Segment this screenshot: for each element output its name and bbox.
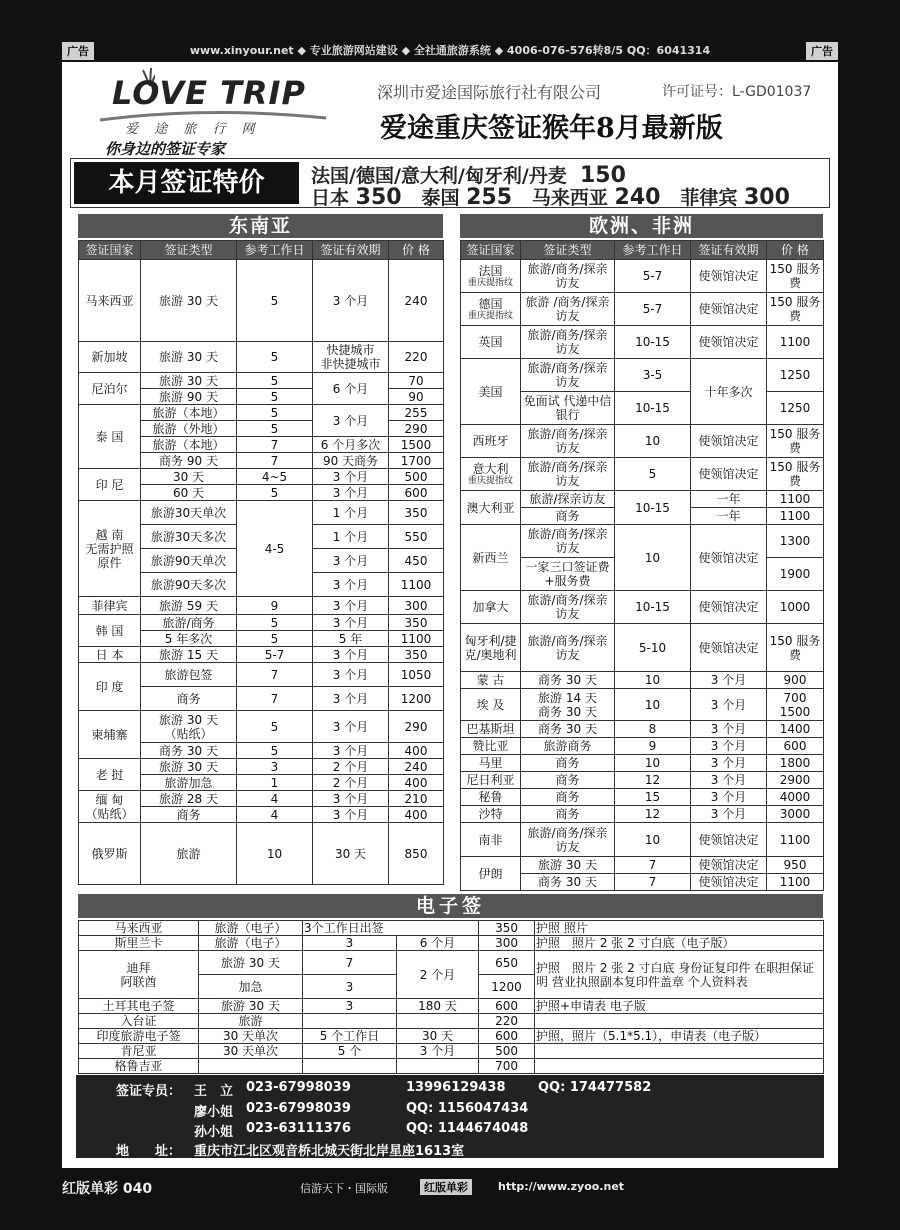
special-offer <box>70 158 830 208</box>
logo-slogan: 你身边的签证专家 <box>105 140 226 158</box>
table-row: 旅游30天多次 1 个月 550 <box>79 525 444 549</box>
contact-tel-1: 023-67998039 <box>246 1080 351 1095</box>
address-label: 地 址： <box>116 1144 182 1159</box>
table-row: 马来西亚 旅游 30 天 5 3 个月 240 <box>79 260 444 342</box>
table-row: 迪拜 阿联酋 旅游 30 天 7 2 个月 650 护照 照片 2 张 2 寸白底 身份证复印件 在职担保证明 营业执照副本复印件盖章 个人资料表 <box>79 951 824 975</box>
contact-qq-2: QQ: 1156047434 <box>406 1101 529 1116</box>
table-row: 埃 及 旅游 14 天 商务 30 天 10 3 个月 700 1500 <box>461 689 824 721</box>
table-row: 尼泊尔 旅游 30 天 5 6 个月 70 <box>79 373 444 389</box>
table-row: 赞比亚 旅游商务 9 3 个月 600 <box>461 738 824 755</box>
table-row: 5 年多次 5 5 年 1100 <box>79 631 444 647</box>
table-row: 伊朗 旅游 30 天 7 使领馆决定 950 <box>461 857 824 874</box>
table-row: 日 本 旅游 15 天 5-7 3 个月 350 <box>79 647 444 663</box>
table-row: 秘鲁 商务 15 3 个月 4000 <box>461 789 824 806</box>
section-title-sea: 东南亚 <box>78 214 443 238</box>
table-row: 商务 7 3 个月 1200 <box>79 687 444 711</box>
table-row: 马来西亚 旅游（电子） 3个工作日出签 350 护照 照片 <box>79 921 824 936</box>
table-row: 澳大利亚 旅游/探亲访友 10-15 一年 1100 <box>461 491 824 508</box>
table-row: 美国 旅游/商务/探亲访友 3-5 十年多次 1250 <box>461 359 824 392</box>
table-row: 法国 重庆提指纹 旅游/商务/探亲访友 5-7 使领馆决定 150 服务费 <box>461 260 824 293</box>
table-row: 旅游90天单次 3 个月 450 <box>79 549 444 573</box>
contact-qq-3: QQ: 1144674048 <box>406 1121 529 1136</box>
contact-mobile-1: 13996129438 <box>406 1080 506 1095</box>
top-banner <box>0 0 900 60</box>
table-row: 老 挝 旅游 30 天 3 2 个月 240 <box>79 759 444 775</box>
table-row: 新加坡 旅游 30 天 5 快捷城市 非快捷城市 220 <box>79 342 444 373</box>
table-row: 商务 4 3 个月 400 <box>79 807 444 823</box>
special-line2: 日本 350 泰国 255 马来西亚 240 菲律宾 300 <box>311 185 790 210</box>
special-label: 本月签证特价 <box>74 162 299 204</box>
table-row: 南非 旅游/商务/探亲访友 10 使领馆决定 1100 <box>461 823 824 857</box>
table-row: 俄罗斯 旅游 10 30 天 850 <box>79 823 444 885</box>
ad-tag-right: 广告 <box>806 42 838 60</box>
table-row: 加急 3 1200 <box>79 975 824 999</box>
table-row: 沙特 商务 12 3 个月 3000 <box>461 806 824 823</box>
section-title-evisa: 电子签 <box>78 894 823 918</box>
table-row: 匈牙利/捷克/奥地利 旅游/商务/探亲访友 5-10 使领馆决定 150 服务费 <box>461 624 824 672</box>
table-row: 印 尼 30 天 4~5 3 个月 500 <box>79 469 444 485</box>
license-number: 许可证号：L-GD01037 <box>662 84 812 100</box>
table-row: 菲律宾 旅游 59 天 9 3 个月 300 <box>79 597 444 615</box>
table-row: 缅 甸 （贴纸） 旅游 28 天 4 3 个月 210 <box>79 791 444 807</box>
contact-tel-2: 023-67998039 <box>246 1101 351 1116</box>
table-row: 格鲁吉亚 700 <box>79 1059 824 1074</box>
table-row: 土耳其电子签 旅游 30 天 3 180 天 600 护照+申请表 电子版 <box>79 999 824 1014</box>
contact-name-3: 孙小姐 <box>194 1125 234 1140</box>
ad-tag-left: 广告 <box>62 42 94 60</box>
header <box>62 62 838 157</box>
table-row: 商务 一年 1100 <box>461 508 824 525</box>
table-row: 旅游90天多次 3 个月 1100 <box>79 573 444 597</box>
table-row: 旅游（外地） 5 290 <box>79 421 444 437</box>
footer-edition: 信游天下・国际版 <box>300 1182 388 1195</box>
table-row: 印度旅游电子签 30 天单次 5 个工作日 30 天 600 护照，照片（5.1*5.1），申请表（电子版） <box>79 1029 824 1044</box>
sea-table <box>78 240 444 885</box>
logo <box>80 68 350 158</box>
footer-badge: 红版单彩 <box>420 1179 472 1195</box>
main-title: 爱途重庆签证猴年8月最新版 <box>380 113 723 144</box>
address: 重庆市江北区观音桥北城天街北岸星座1613室 <box>194 1144 465 1159</box>
table-row: 免面试 代递中信银行 10-15 1250 <box>461 392 824 425</box>
logo-brand: LOVE TRIP <box>112 74 306 112</box>
contact-label: 签证专员： <box>116 1084 182 1099</box>
table-row: 入台证 旅游 220 <box>79 1014 824 1029</box>
table-row: 泰 国 旅游（本地） 5 3 个月 255 <box>79 405 444 421</box>
table-row: 尼日利亚 商务 12 3 个月 2900 <box>461 772 824 789</box>
table-row: 60 天 5 3 个月 600 <box>79 485 444 501</box>
table-row: 商务 30 天 7 使领馆决定 1100 <box>461 874 824 891</box>
contact-tel-3: 023-63111376 <box>246 1121 351 1136</box>
table-row: 加拿大 旅游/商务/探亲访友 10-15 使领馆决定 1000 <box>461 591 824 624</box>
table-row: 越 南 无需护照 原件 旅游30天单次 4-5 1 个月 350 <box>79 501 444 525</box>
footer-page-label: 红版单彩 040 <box>62 1181 153 1197</box>
table-row: 韩 国 旅游/商务 5 3 个月 350 <box>79 615 444 631</box>
footer <box>0 1170 900 1230</box>
footer-url[interactable]: http://www.zyoo.net <box>498 1180 625 1193</box>
table-row: 斯里兰卡 旅游（电子） 3 6 个月 300 护照 照片 2 张 2 寸白底（电子版） <box>79 936 824 951</box>
table-row: 旅游（本地） 7 6 个月多次 1500 <box>79 437 444 453</box>
table-row: 商务 30 天 5 3 个月 400 <box>79 743 444 759</box>
table-row: 马里 商务 10 3 个月 1800 <box>461 755 824 772</box>
eu-table <box>460 240 824 891</box>
table-row: 德国 重庆提指纹 旅游 /商务/探亲访友 5-7 使领馆决定 150 服务费 <box>461 293 824 326</box>
table-row: 蒙 古 商务 30 天 10 3 个月 900 <box>461 672 824 689</box>
table-header-row: 签证国家 签证类型 参考工作日 签证有效期 价 格 <box>79 241 444 260</box>
table-row: 肯尼亚 30 天单次 5 个 3 个月 500 <box>79 1044 824 1059</box>
table-header-row: 签证国家 签证类型 参考工作日 签证有效期 价 格 <box>461 241 824 260</box>
page <box>62 62 838 1168</box>
contact-name-1: 王 立 <box>194 1084 234 1099</box>
table-row: 旅游 90 天 5 90 <box>79 389 444 405</box>
table-row: 商务 90 天 7 90 天商务 1700 <box>79 453 444 469</box>
contact-name-2: 廖小姐 <box>194 1105 234 1120</box>
table-row: 新西兰 旅游/商务/探亲访友 10 使领馆决定 1300 <box>461 525 824 558</box>
table-row: 巴基斯坦 商务 30 天 8 3 个月 1400 <box>461 721 824 738</box>
table-row: 旅游加急 1 2 个月 400 <box>79 775 444 791</box>
table-row: 柬埔寨 旅游 30 天 （贴纸） 5 3 个月 290 <box>79 711 444 743</box>
contact-panel <box>76 1075 824 1158</box>
banner-text: www.xinyour.net ◆ 专业旅游网站建设 ◆ 全社通旅游系统 ◆ 4006-076-576转8/5 QQ：6041314 <box>189 44 711 57</box>
evisa-table <box>78 920 824 1074</box>
table-row: 西班牙 旅游/商务/探亲访友 10 使领馆决定 150 服务费 <box>461 425 824 458</box>
table-row: 一家三口签证费+服务费 1900 <box>461 558 824 591</box>
special-line1: 法国/德国/意大利/匈牙利/丹麦 150 <box>311 163 626 188</box>
contact-qq-1: QQ: 174477582 <box>538 1080 652 1095</box>
logo-sub: 爱 途 旅 行 网 <box>125 122 261 137</box>
table-row: 意大利 重庆提指纹 旅游/商务/探亲访友 5 使领馆决定 150 服务费 <box>461 458 824 491</box>
company-name: 深圳市爱途国际旅行社有限公司 <box>377 83 602 102</box>
table-row: 英国 旅游/商务/探亲访友 10-15 使领馆决定 1100 <box>461 326 824 359</box>
section-title-eu: 欧洲、非洲 <box>460 214 823 238</box>
table-row: 印 度 旅游包签 7 3 个月 1050 <box>79 663 444 687</box>
